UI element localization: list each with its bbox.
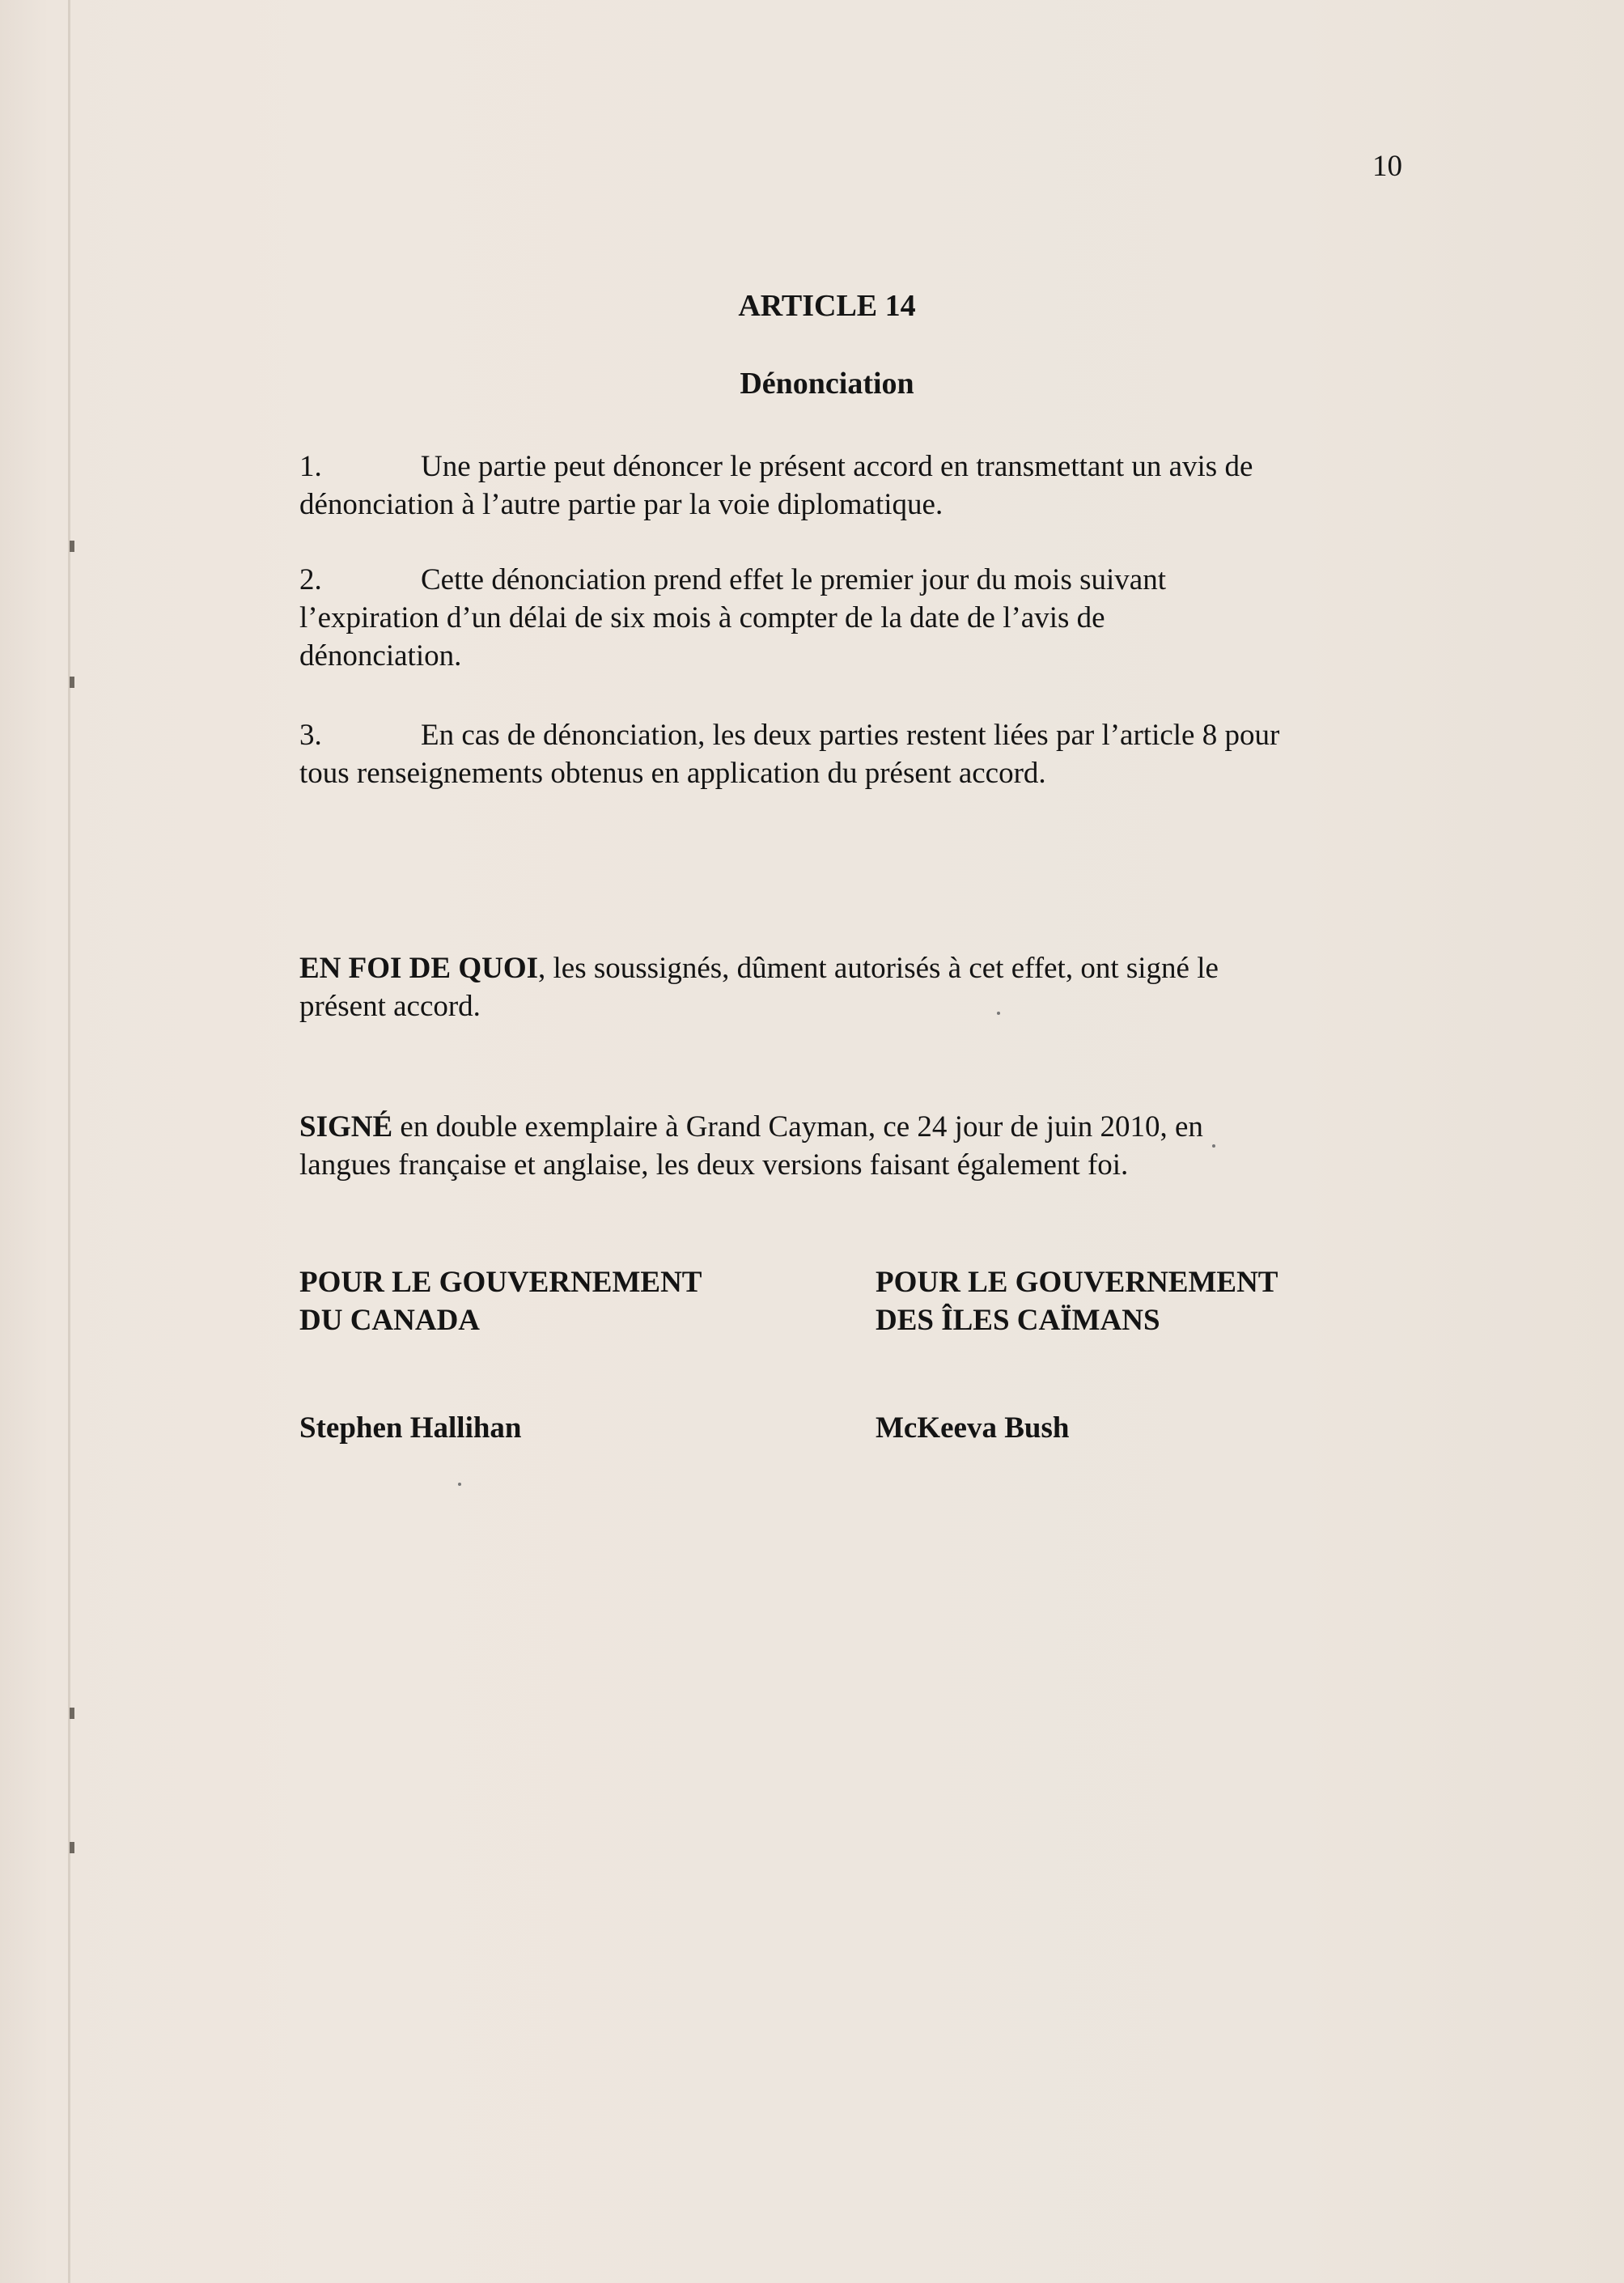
signatory-canada bbox=[299, 1263, 702, 1447]
signatory-name: McKeeva Bush bbox=[876, 1411, 1070, 1445]
signed-line: langues française et anglaise, les deux versions faisant également foi. bbox=[299, 1148, 1129, 1182]
signed-line bbox=[299, 1108, 1408, 1146]
paragraph-number: 3. bbox=[299, 719, 322, 752]
paragraph-number: 1. bbox=[299, 450, 322, 483]
paragraph-line bbox=[299, 561, 1408, 599]
signatory-title: DES ÎLES CAÏMANS bbox=[876, 1304, 1160, 1337]
binding-edge bbox=[68, 0, 70, 2283]
paper-speck bbox=[1212, 1144, 1215, 1148]
binding-mark bbox=[70, 541, 74, 552]
paragraph-text: En cas de dénonciation, les deux parties restent liées par l’article 8 pour bbox=[421, 719, 1280, 752]
paragraph-line bbox=[299, 448, 1408, 486]
paragraph-line bbox=[299, 716, 1408, 754]
paper-speck bbox=[997, 1012, 1000, 1015]
signed-text: en double exemplaire à Grand Cayman, ce 24 jour de juin 2010, en bbox=[392, 1110, 1203, 1144]
signatory-title: POUR LE GOUVERNEMENT bbox=[299, 1266, 702, 1299]
paragraph-1 bbox=[299, 448, 1408, 524]
signed-lead: SIGNÉ bbox=[299, 1110, 393, 1144]
witness-lead: EN FOI DE QUOI bbox=[299, 952, 539, 985]
paragraph-3 bbox=[299, 716, 1408, 792]
witness-text: , les soussignés, dûment autorisés à cet effet, ont signé le bbox=[538, 952, 1219, 985]
witness-line: présent accord. bbox=[299, 990, 481, 1023]
paragraph-line: tous renseignements obtenus en application du présent accord. bbox=[299, 757, 1046, 790]
witness-clause bbox=[299, 949, 1408, 1025]
signatory-name: Stephen Hallihan bbox=[299, 1411, 522, 1445]
paragraph-line: l’expiration d’un délai de six mois à compter de la date de l’avis de bbox=[299, 601, 1105, 634]
paper-speck bbox=[458, 1483, 461, 1486]
signed-clause bbox=[299, 1108, 1408, 1184]
binding-mark bbox=[70, 1708, 74, 1719]
paragraph-number: 2. bbox=[299, 563, 322, 596]
paragraph-2 bbox=[299, 561, 1408, 675]
article-heading: ARTICLE 14 bbox=[738, 289, 916, 323]
paragraph-line: dénonciation à l’autre partie par la voie diplomatique. bbox=[299, 488, 943, 521]
article-title: Dénonciation bbox=[740, 367, 914, 401]
paragraph-text: Une partie peut dénoncer le présent accord en transmettant un avis de bbox=[421, 450, 1253, 483]
binding-mark bbox=[70, 1842, 74, 1853]
paragraph-text: Cette dénonciation prend effet le premier jour du mois suivant bbox=[421, 563, 1166, 596]
signatory-cayman bbox=[876, 1263, 1278, 1447]
signatory-title: POUR LE GOUVERNEMENT bbox=[876, 1266, 1278, 1299]
binding-mark bbox=[70, 677, 74, 688]
signatory-title: DU CANADA bbox=[299, 1304, 481, 1337]
paragraph-line: dénonciation. bbox=[299, 639, 462, 673]
page-number: 10 bbox=[1372, 150, 1402, 183]
witness-line bbox=[299, 949, 1408, 987]
